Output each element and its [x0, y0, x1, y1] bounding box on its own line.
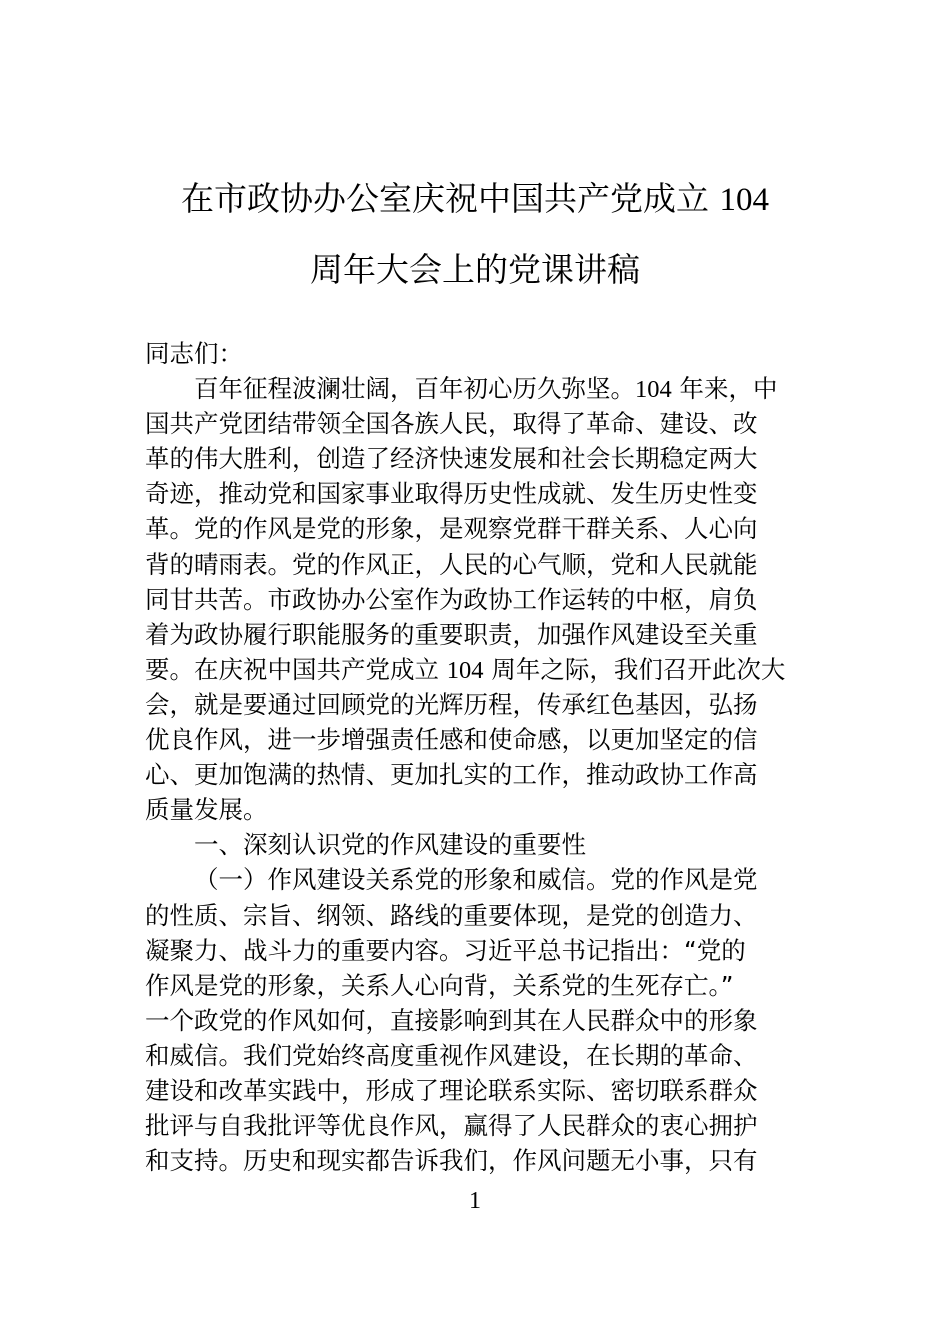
paragraph-line: 同甘共苦。市政协办公室作为政协工作运转的中枢，肩负: [145, 584, 758, 614]
salutation: 同志们：: [145, 339, 243, 368]
paragraph-line: 革的伟大胜利，创造了经济快速发展和社会长期稳定两大: [145, 444, 758, 474]
paragraph-line: 奇迹，推动党和国家事业取得历史性成就、发生历史性变: [145, 479, 758, 509]
paragraph-line: 一个政党的作风如何，直接影响到其在人民群众中的形象: [145, 1005, 758, 1035]
paragraph-line: 凝聚力、战斗力的重要内容。习近平总书记指出：“党的: [145, 935, 746, 965]
paragraph-line: 百年征程波澜壮阔，百年初心历久弥坚。104 年来，中: [194, 374, 778, 404]
paragraph-line: 着为政协履行职能服务的重要职责，加强作风建设至关重: [145, 619, 758, 649]
document-body: [145, 336, 815, 1178]
title-line-2: 周年大会上的党课讲稿: [310, 250, 640, 289]
paragraph-line: 质量发展。: [145, 795, 268, 825]
paragraph-line: 革。党的作风是党的形象，是观察党群干群关系、人心向: [145, 514, 758, 544]
paragraph-line: 会，就是要通过回顾党的光辉历程，传承红色基因，弘扬: [145, 689, 758, 719]
paragraph-line: 要。在庆祝中国共产党成立 104 周年之际，我们召开此次大: [145, 654, 786, 684]
paragraph-line: 和威信。我们党始终高度重视作风建设，在长期的革命、: [145, 1040, 758, 1070]
page-number: 1: [469, 1188, 481, 1214]
paragraph-line: 优良作风，进一步增强责任感和使命感，以更加坚定的信: [145, 725, 758, 755]
subsection-paragraph-line: （一）作风建设关系党的形象和威信。党的作风是党: [194, 865, 758, 895]
paragraph-line: 国共产党团结带领全国各族人民，取得了革命、建设、改: [145, 409, 758, 439]
paragraph-line: 作风是党的形象，关系人心向背，关系党的生死存亡。”: [145, 970, 734, 1000]
numeral: 104: [446, 656, 484, 684]
paragraph-line: 背的晴雨表。党的作风正，人民的心气顺，党和人民就能: [145, 549, 758, 579]
paragraph-line: 和支持。历史和现实都告诉我们，作风问题无小事，只有: [145, 1146, 758, 1176]
title-line-1: 在市政协办公室庆祝中国共产党成立 104: [181, 179, 769, 218]
paragraph-line: 批评与自我批评等优良作风，赢得了人民群众的衷心拥护: [145, 1111, 758, 1141]
numeral: 104: [635, 376, 672, 404]
section-heading: 一、深刻认识党的作风建设的重要性: [194, 830, 586, 860]
paragraph-line: 的性质、宗旨、纲领、路线的重要体现，是党的创造力、: [145, 900, 758, 930]
paragraph-line: 建设和改革实践中，形成了理论联系实际、密切联系群众: [145, 1075, 758, 1105]
paragraph-line: 心、更加饱满的热情、更加扎实的工作，推动政协工作高: [145, 760, 758, 790]
numeral: 104: [719, 182, 769, 218]
